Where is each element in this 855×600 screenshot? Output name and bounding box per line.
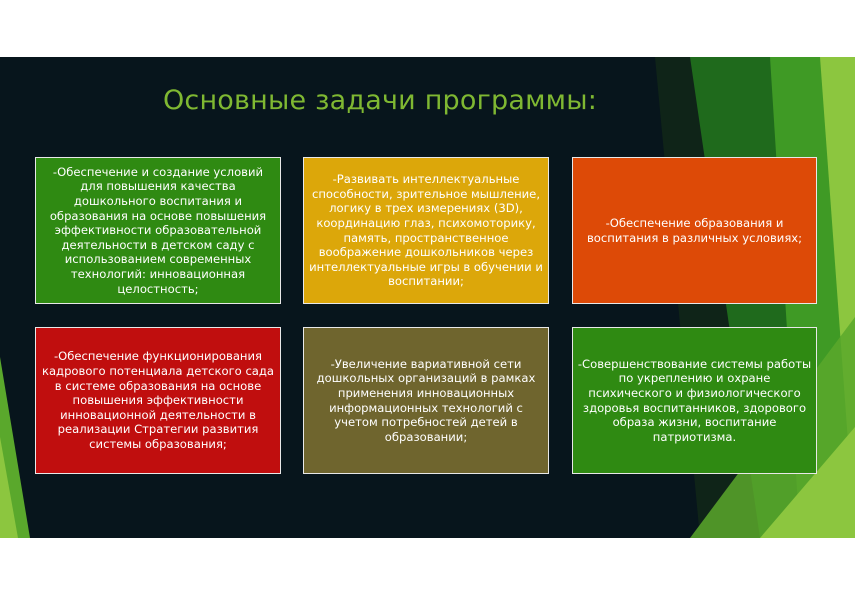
task-text: -Увеличение вариативной сети дошкольных организаций в рамках применения инновационных информационных технологий с учетом потребностей детей в образовании; bbox=[316, 356, 536, 444]
slide-title: Основные задачи программы: bbox=[162, 85, 598, 116]
task-box-conditions bbox=[35, 157, 281, 304]
task-box-intellect bbox=[303, 157, 549, 304]
task-box-education bbox=[572, 157, 817, 304]
task-box-staff bbox=[35, 327, 281, 474]
task-text: -Обеспечение функционирования кадрового потенциала детского сада в системе образования на основе повышения эффективности инновационной деятельности в реализации Стратегии развития системы образования; bbox=[41, 349, 275, 451]
slide bbox=[0, 57, 855, 538]
task-text: -Совершенствование системы работы по укреплению и охране психического и физиологического здоровья воспитанников, здорового образа жизни, воспитание патриотизма. bbox=[577, 356, 812, 444]
task-text: -Обеспечение образования и воспитания в различных условиях; bbox=[586, 215, 803, 245]
task-box-health bbox=[572, 327, 817, 474]
task-text: -Развивать интеллектуальные способности, зрительное мышление, логику в трех измерениях (3D), координацию глаз, психомоторику, память, пространственное воображение дошкольников через интеллектуальные игры в обучении и воспитании; bbox=[309, 172, 543, 289]
task-text: -Обеспечение и создание условий для повышения качества дошкольного воспитания и образования на основе повышения эффективности образовательной деятельности в детском саду с использованием современных технологий: инновационная целостность; bbox=[49, 164, 267, 296]
task-box-network bbox=[303, 327, 549, 474]
